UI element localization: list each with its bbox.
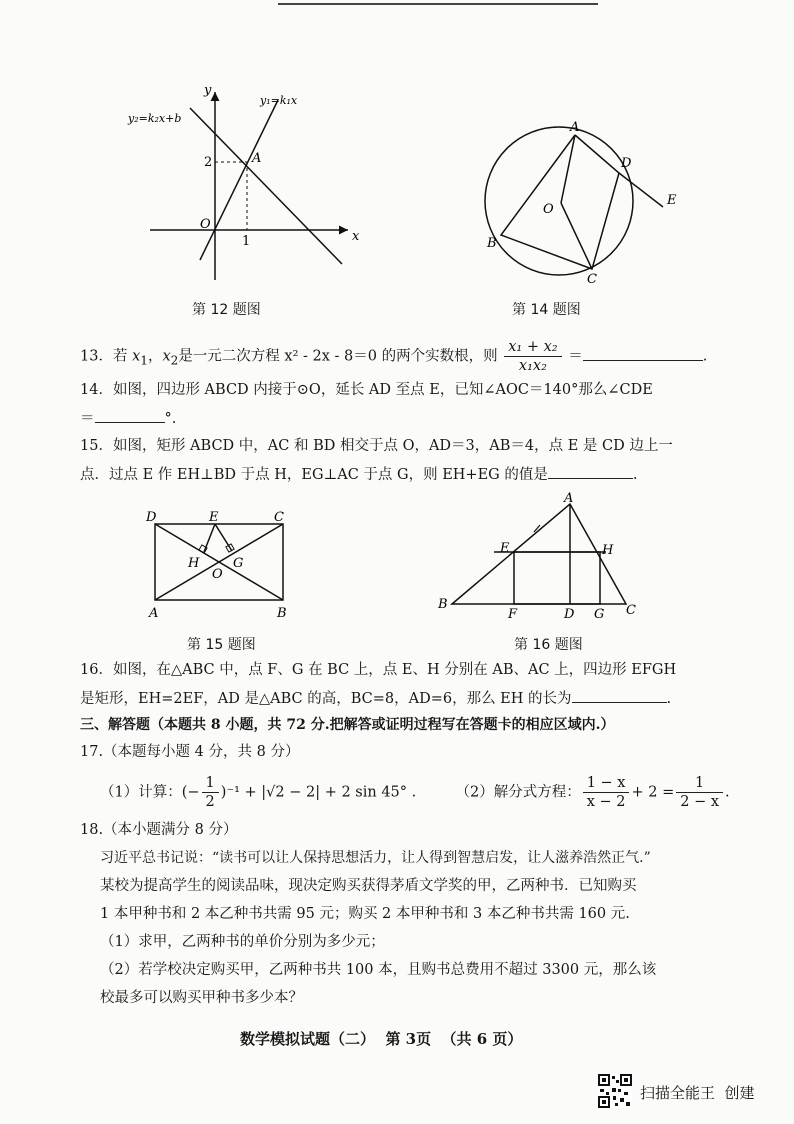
label-D: D [564, 607, 575, 622]
x-axis-label: x [352, 229, 360, 244]
figure-16-caption: 第 16 题图 [514, 637, 583, 653]
label-D: D [621, 156, 632, 171]
figure-16-triangle [430, 492, 640, 622]
figure-12-caption: 第 12 题图 [192, 302, 261, 318]
top-rule [278, 3, 598, 5]
line-y2 [190, 108, 342, 264]
page-footer: 数学模拟试题（二） 第 3页 （共 6 页） [240, 1030, 523, 1048]
label-D: D [146, 510, 157, 525]
qr-code-icon [598, 1074, 632, 1108]
y-axis-label: y [204, 83, 212, 98]
figure-15-caption: 第 15 题图 [187, 637, 256, 653]
q17-fraction-2: $\frac{1}{2 - x}$ [676, 774, 723, 811]
question-18-part1: （1）求甲，乙两种书的单价分别为多少元； [100, 934, 385, 950]
q13-fraction: $\frac{\text{x₁ + x₂}}{\text{x₁x₂}}$ [504, 338, 561, 375]
question-14-line2: ＝ °. [80, 408, 176, 429]
question-18-line1: 习近平总书记说：“读书可以让人保持思想活力，让人得到智慧启发，让人滋养浩然正气.” [100, 850, 651, 866]
line2-label: y₂=k₂x+b [128, 112, 182, 125]
question-18-part2: （2）若学校决定购买甲，乙两种书共 100 本，且购书总费用不超过 3300 元，那么该 [100, 962, 657, 978]
label-G: G [594, 607, 605, 622]
label-B: B [277, 606, 287, 621]
answer-blank-15[interactable] [548, 464, 633, 479]
label-G: G [233, 556, 244, 571]
question-16-line1: 16．如图，在△ABC 中，点 F、G 在 BC 上，点 E、H 分别在 AB、AC 上，四边形 EFGH [80, 662, 677, 678]
watermark-text: 扫描全能王 创建 [640, 1084, 755, 1102]
label-B: B [438, 597, 448, 612]
label-O: O [543, 202, 554, 217]
label-A: A [149, 606, 159, 621]
figure-15-rectangle [140, 505, 310, 625]
point-a-label: A [252, 151, 262, 166]
label-B: B [487, 236, 497, 251]
label-H: H [188, 556, 200, 571]
label-C: C [587, 272, 597, 287]
x-tick-label: 1 [242, 234, 251, 249]
figure-14-circle [475, 115, 695, 285]
y-tick-label: 2 [204, 155, 213, 170]
label-H: H [602, 543, 614, 558]
label-A: A [564, 491, 574, 506]
label-E: E [209, 510, 219, 525]
question-18-line2: 某校为提高学生的阅读品味，现决定购买获得茅盾文学奖的甲，乙两种书．已知购买 [100, 878, 637, 894]
answer-blank-14[interactable] [95, 408, 165, 423]
question-15-line2: 点．过点 E 作 EH⊥BD 于点 H，EG⊥AC 于点 G，则 EH+EG 的值是 . [80, 464, 637, 485]
label-F: F [508, 607, 518, 622]
question-18-line3: 1 本甲种书和 2 本乙种书共需 95 元；购买 2 本甲种书和 3 本乙种书共需 160 元. [100, 906, 630, 922]
origin-label: O [200, 217, 211, 232]
label-C: C [626, 603, 636, 618]
label-O: O [212, 567, 223, 582]
q17-half-fraction: $\frac{1}{2}$ [202, 774, 219, 811]
question-16-line2: 是矩形，EH=2EF，AD 是△ABC 的高，BC=8，AD=6，那么 EH 的长为 . [80, 688, 671, 709]
question-18-part2-cont: 校最多可以购买甲种书多少本？ [100, 990, 303, 1006]
question-17-heading: 17.（本题每小题 4 分，共 8 分） [80, 744, 300, 760]
label-E: E [500, 541, 510, 556]
figure-12-graph [110, 80, 370, 300]
label-A: A [570, 120, 580, 135]
section-3-heading: 三、解答题（本题共 8 小题，共 72 分.把解答或证明过程写在答题卡的相应区域内.） [80, 717, 615, 733]
question-15-line1: 15．如图，矩形 ABCD 中，AC 和 BD 相交于点 O，AD＝3，AB＝4，点 E 是 CD 边上一 [80, 438, 673, 454]
figure-14-caption: 第 14 题图 [512, 302, 581, 318]
answer-blank-16[interactable] [572, 688, 667, 703]
question-13: 13．若 $x_1$，$x_2$是一元二次方程 x² - 2x - 8＝0 的两个实数根，则 $\frac{\text{x₁ + x₂}}{\text{x₁x₂}}$ ＝ . [80, 339, 708, 374]
question-14-line1: 14．如图，四边形 ABCD 内接于⊙O，延长 AD 至点 E，已知∠AOC＝140°那么∠CDE [80, 382, 653, 398]
q17-fraction-1: $\frac{1 - x}{x - 2}$ [583, 774, 630, 811]
label-C: C [274, 510, 284, 525]
label-E: E [667, 193, 677, 208]
question-18-heading: 18.（本小题满分 8 分） [80, 822, 238, 838]
answer-blank-13[interactable] [583, 346, 703, 361]
line1-label: y₁=k₁x [260, 94, 298, 107]
line-y1 [200, 100, 278, 260]
question-17-parts: （1）计算：(− $\frac{1}{2}$ )⁻¹ + |√2 − 2| + 2 sin 45° . （2）解分式方程： $\frac{1 - x}{x - 2}$ + 2 = $\frac{1}{2 - x}$ . [100, 775, 730, 810]
